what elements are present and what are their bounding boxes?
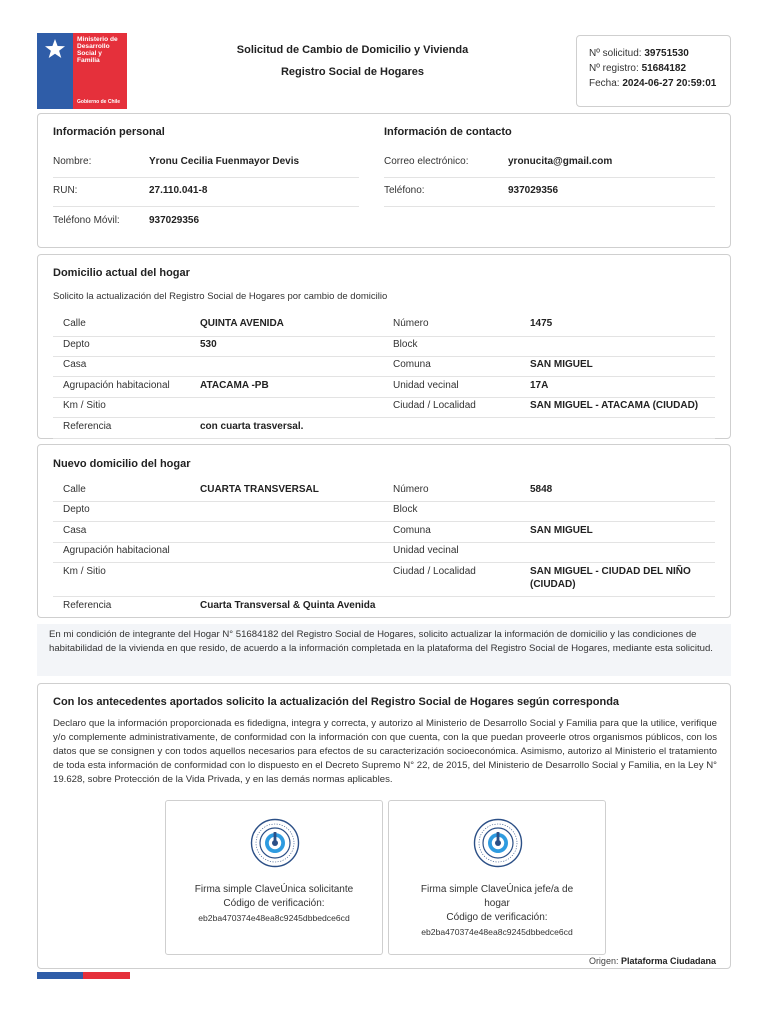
number-value: 5848 xyxy=(530,484,553,495)
request-date-value: 2024-06-27 20:59:01 xyxy=(622,78,717,89)
request-number-label: Nº solicitud: xyxy=(589,48,642,59)
housing-group-label: Agrupación habitacional xyxy=(63,545,170,556)
signature-label: Firma simple ClaveÚnica solicitante xyxy=(194,884,354,895)
apartment-label: Depto xyxy=(63,339,90,350)
declaration-text: Declaro que la información proporcionada es fidedigna, integra y correcta, y autorizo al Ministerio de Desarrollo Social y Familia para que la utilice, verifique y/o complemente administrativamente, de conformidad con la información con que cuenta, con la que puedan proveerle otros organismos públicos, con los datos que se consignen y con todos aquellos necesarios para efectos de su caracterización socioeconómica. Asimismo, autorizo al Ministerio el tratamiento de toda esta información de conformidad con lo dispuesto en el Decreto Supremo N° 22, de 2015, del Ministerio de Desarrollo Social y Familia, en la Ley N° 19.628, sobre Protección de la Vida Privada, y en las demás normas aplicables. xyxy=(53,718,717,785)
divider xyxy=(384,177,715,178)
divider xyxy=(53,336,715,337)
block-label: Block xyxy=(393,339,418,350)
verification-code: eb2ba470374e48ea8c9245dbbedce6cd xyxy=(421,927,573,937)
phone-value: 937029356 xyxy=(508,185,559,196)
mobile-phone-value: 937029356 xyxy=(149,215,200,226)
origin-line xyxy=(589,956,716,966)
divider xyxy=(53,501,715,502)
street-label: Calle xyxy=(63,318,86,329)
divider xyxy=(53,417,715,418)
current-address-card xyxy=(37,254,731,439)
reference-value: Cuarta Transversal & Quinta Avenida xyxy=(200,600,376,611)
reference-label: Referencia xyxy=(63,421,112,432)
document-subtitle: Registro Social de Hogares xyxy=(280,66,425,78)
personal-info-title: Información personal xyxy=(53,126,165,138)
house-label: Casa xyxy=(63,525,87,536)
government-label: Gobierno de Chile xyxy=(77,99,121,105)
street-label: Calle xyxy=(63,484,86,495)
neighborhood-unit-label: Unidad vecinal xyxy=(393,380,459,391)
footer-color-bar xyxy=(37,972,130,979)
registry-number-value: 51684182 xyxy=(641,63,687,74)
verification-code: eb2ba470374e48ea8c9245dbbedce6cd xyxy=(198,913,350,923)
phone-label: Teléfono: xyxy=(384,185,425,196)
signature-text xyxy=(407,883,587,939)
request-date-line xyxy=(589,76,718,91)
apartment-value: 530 xyxy=(200,339,217,350)
divider xyxy=(53,562,715,563)
commune-value: SAN MIGUEL xyxy=(530,359,593,370)
star-icon xyxy=(44,38,66,60)
city-value-line1: SAN MIGUEL - CIUDAD DEL NIÑO xyxy=(530,566,691,577)
number-value: 1475 xyxy=(530,318,553,329)
origin-value: Plataforma Ciudadana xyxy=(620,956,716,966)
run-value: 27.110.041-8 xyxy=(149,185,208,196)
clave-unica-seal-icon xyxy=(473,818,523,868)
apartment-label: Depto xyxy=(63,504,90,515)
commune-label: Comuna xyxy=(393,359,431,370)
current-address-title: Domicilio actual del hogar xyxy=(53,267,190,279)
declaration-title: Con los antecedentes aportados solicito la actualización del Registro Social de Hogares según corresponda xyxy=(53,696,620,708)
housing-group-label: Agrupación habitacional xyxy=(63,380,170,391)
divider xyxy=(53,521,715,522)
logo-blue-band xyxy=(37,33,73,109)
divider xyxy=(53,356,715,357)
request-date-label: Fecha: xyxy=(589,78,620,89)
city-label: Ciudad / Localidad xyxy=(393,400,476,411)
commune-value: SAN MIGUEL xyxy=(530,525,593,536)
city-value-line2: (CIUDAD) xyxy=(530,579,576,590)
divider xyxy=(53,438,715,439)
km-site-label: Km / Sitio xyxy=(63,400,106,411)
personal-info-card xyxy=(37,113,731,248)
registry-number-line xyxy=(589,61,718,76)
divider xyxy=(53,177,359,178)
run-label: RUN: xyxy=(53,185,78,196)
current-address-intro: Solicito la actualización del Registro Social de Hogares por cambio de domicilio xyxy=(53,291,388,302)
signature-text xyxy=(174,883,374,925)
request-number-value: 39751530 xyxy=(644,48,689,59)
request-number-line xyxy=(589,46,718,61)
divider xyxy=(53,376,715,377)
number-label: Número xyxy=(393,318,429,329)
name-value: Yronu Cecilia Fuenmayor Devis xyxy=(149,156,300,167)
email-value: yronucita@gmail.com xyxy=(508,156,613,167)
contact-info-title: Información de contacto xyxy=(384,126,512,138)
city-value: SAN MIGUEL - ATACAMA (CIUDAD) xyxy=(530,400,699,411)
reference-value: con cuarta trasversal. xyxy=(200,421,304,432)
origin-label: Origen: xyxy=(588,956,619,966)
name-label: Nombre: xyxy=(53,156,92,167)
email-label: Correo electrónico: xyxy=(384,156,469,167)
verification-code-label: Código de verificación: xyxy=(446,912,548,923)
street-value: QUINTA AVENIDA xyxy=(200,318,284,329)
registry-number-label: Nº registro: xyxy=(589,63,639,74)
divider xyxy=(53,542,715,543)
reference-label: Referencia xyxy=(63,600,112,611)
verification-code-label: Código de verificación: xyxy=(223,898,325,909)
mobile-phone-label: Teléfono Móvil: xyxy=(53,215,120,226)
divider xyxy=(53,596,715,597)
ministry-logo xyxy=(37,33,127,109)
footer-bar-blue xyxy=(37,972,83,979)
new-address-card xyxy=(37,444,731,618)
city-label: Ciudad / Localidad xyxy=(393,566,476,577)
divider xyxy=(53,397,715,398)
km-site-label: Km / Sitio xyxy=(63,566,106,577)
request-info-box xyxy=(576,35,731,107)
ministry-name: Ministerio de Desarrollo Social y Familia xyxy=(77,36,118,64)
clave-unica-seal-icon xyxy=(250,818,300,868)
divider xyxy=(53,206,359,207)
neighborhood-unit-value: 17A xyxy=(530,380,549,391)
divider xyxy=(384,206,715,207)
block-label: Block xyxy=(393,504,418,515)
house-label: Casa xyxy=(63,359,87,370)
document-title: Solicitud de Cambio de Domicilio y Vivienda xyxy=(236,44,469,56)
neighborhood-unit-label: Unidad vecinal xyxy=(393,545,459,556)
applicant-signature-box xyxy=(165,800,383,955)
signature-label: Firma simple ClaveÚnica jefe/a de hogar xyxy=(420,884,574,909)
household-notice: En mi condición de integrante del Hogar N° 51684182 del Registro Social de Hogares, solicito actualizar la información de domicilio y las condiciones de habitabilidad de la vivienda en que resido, de acuerdo a la información completada en la plataforma del Registro Social de Hogares, mediante esta solicitud. xyxy=(37,624,731,676)
new-address-title: Nuevo domicilio del hogar xyxy=(53,458,191,470)
street-value: CUARTA TRANSVERSAL xyxy=(200,484,319,495)
declaration-card xyxy=(37,683,731,969)
commune-label: Comuna xyxy=(393,525,431,536)
head-of-household-signature-box xyxy=(388,800,606,955)
footer-bar-red xyxy=(83,972,130,979)
number-label: Número xyxy=(393,484,429,495)
housing-group-value: ATACAMA -PB xyxy=(200,380,269,391)
